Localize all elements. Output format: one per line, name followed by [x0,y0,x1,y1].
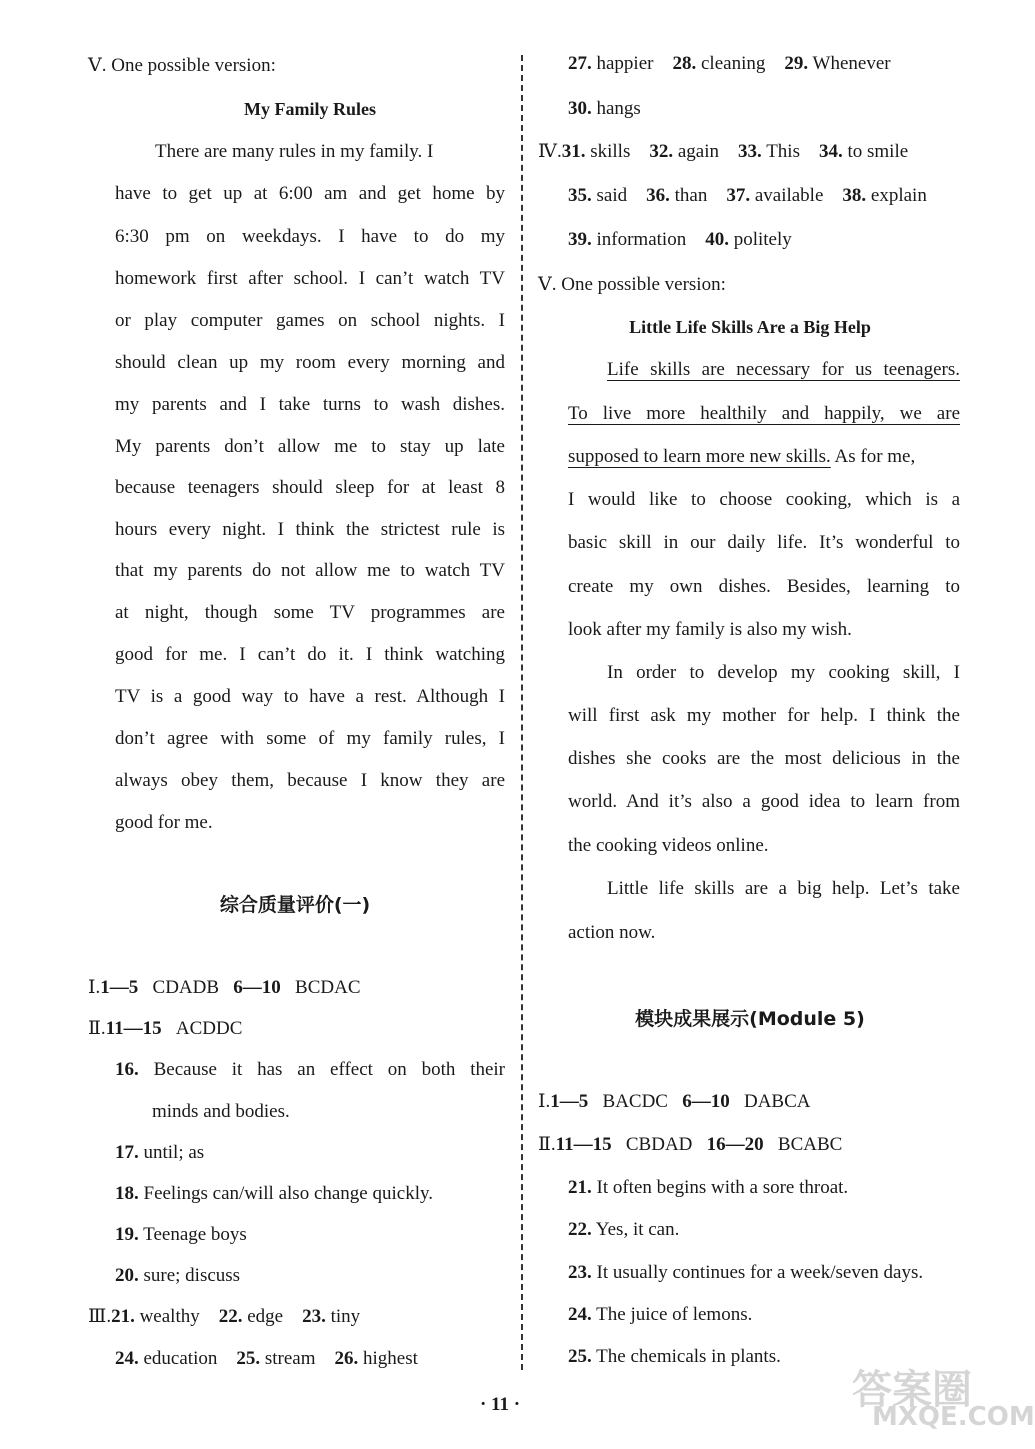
answer-row: 30. hangs [568,98,641,119]
essay-line: In order to develop my cooking skill, I [607,662,960,683]
essay-line: supposed to learn more new skills. As for me, [568,446,916,467]
essay-line: at night, though some TV programmes are [115,602,505,623]
answer-row: Ⅲ.21. wealthy 22. edge 23. tiny [88,1306,361,1327]
essay-line: good for me. [115,812,213,833]
answer-row: 39. information 40. politely [568,229,792,250]
essay-line: my parents and I take turns to wash dishes. [115,394,505,415]
answer-item: 20. sure; discuss [115,1265,241,1286]
essay-line: TV is a good way to have a rest. Although I [115,686,505,707]
essay-line: will first ask my mother for help. I think the [568,705,960,726]
essay-line: My parents don’t allow me to stay up late [115,436,505,457]
essay-line: action now. [568,922,656,943]
answer-item: 21. It often begins with a sore throat. [568,1177,849,1198]
answer-row: 24. education 25. stream 26. highest [115,1348,418,1369]
essay-line: Little life skills are a big help. Let’s take [607,878,960,899]
answer-row: Ⅱ.11—15 CBDAD 16—20 BCABC [538,1134,843,1155]
essay-title: Little Life Skills Are a Big Help [629,317,871,337]
essay-line: that my parents do not allow me to watch TV [115,560,505,581]
answer-row: Ⅳ.31. skills 32. again 33. This 34. to smile [538,141,909,162]
essay-line: dishes she cooks are the most delicious in the [568,748,960,769]
answer-item: 17. until; as [115,1142,205,1163]
section-title: 综合质量评价(一) [219,894,371,916]
essay-line: should clean up my room every morning and [115,352,505,373]
version-label: Ⅴ. One possible version: [88,55,276,76]
answer-row: Ⅰ.1—5 CDADB 6—10 BCDAC [88,977,361,998]
answer-row: 27. happier 28. cleaning 29. Whenever [568,53,891,74]
essay-line: always obey them, because I know they are [115,770,505,791]
essay-line: homework first after school. I can’t watch TV [115,268,505,289]
essay-line: Life skills are necessary for us teenagers. [607,359,960,380]
essay-line: don’t agree with some of my family rules, I [115,728,505,749]
section-title: 模块成果展示(Module 5) [635,1008,865,1030]
watermark-logo: 答案圈 [852,1367,972,1413]
essay-line: have to get up at 6:00 am and get home by [115,183,505,204]
answer-item: 19. Teenage boys [115,1224,247,1245]
answer-item: 18. Feelings can/will also change quickly. [115,1183,433,1204]
essay-line: create my own dishes. Besides, learning to [568,576,960,597]
essay-line: basic skill in our daily life. It’s wonderful to [568,532,960,553]
answer-row: Ⅱ.11—15 ACDDC [88,1018,243,1039]
version-label: Ⅴ. One possible version: [538,274,726,295]
page-number: · 11 · [479,1394,521,1415]
answer-item: 23. It usually continues for a week/seven days. [568,1262,924,1283]
essay-line: hours every night. I think the strictest rule is [115,519,505,540]
watermark-url: MXQE.COM [872,1402,1035,1432]
answer-row: Ⅰ.1—5 BACDC 6—10 DABCA [538,1091,811,1112]
answer-row: 35. said 36. than 37. available 38. explain [568,185,927,206]
answer-item: 25. The chemicals in plants. [568,1346,781,1367]
column-divider [521,55,523,1370]
essay-line: world. And it’s also a good idea to learn from [568,791,960,812]
essay-line: I would like to choose cooking, which is a [568,489,960,510]
answer-item: 24. The juice of lemons. [568,1304,753,1325]
essay-line: good for me. I can’t do it. I think watching [115,644,505,665]
essay-title: My Family Rules [244,99,376,119]
essay-line: look after my family is also my wish. [568,619,852,640]
essay-line: 6:30 pm on weekdays. I have to do my [115,226,505,247]
essay-line: or play computer games on school nights. I [115,310,505,331]
essay-line: because teenagers should sleep for at least 8 [115,477,505,498]
essay-line: There are many rules in my family. I [155,141,434,162]
answer-item: 16. Because it has an effect on both their [115,1059,506,1080]
watermark [832,1358,1035,1438]
answer-item: 22. Yes, it can. [568,1219,680,1240]
essay-line: the cooking videos online. [568,835,769,856]
answer-item-cont: minds and bodies. [152,1101,290,1122]
essay-line: To live more healthily and happily, we are [568,403,960,424]
